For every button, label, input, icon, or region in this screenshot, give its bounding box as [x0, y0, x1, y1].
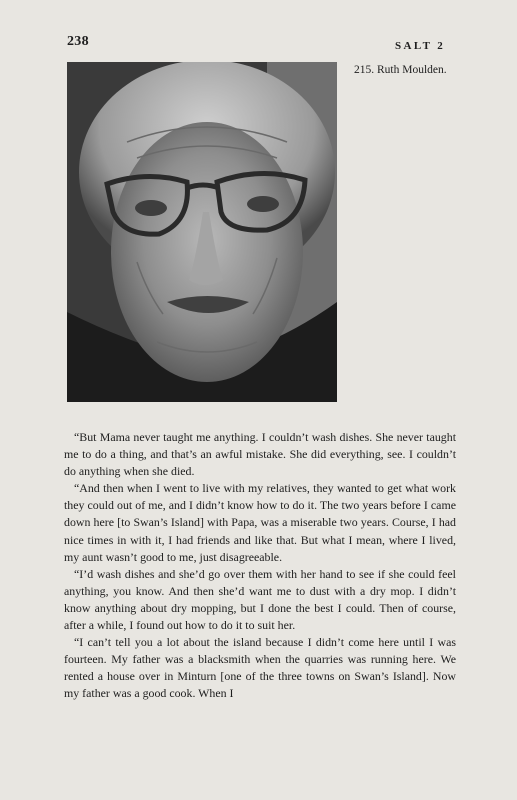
paragraph: “I can’t tell you a lot about the island because I didn’t come here until I was fourteen. My father was a blacksmith when the quarries was running here. We rented a house over in Minturn [one of the three towns on Swan’s Island]. Now my father was a good cook. When I: [64, 635, 456, 701]
paragraph: “But Mama never taught me anything. I couldn’t wash dishes. She never taught me to do a thing, and that’s an awful mistake. She did everything, see. I couldn’t do anything when she died.: [64, 430, 456, 479]
paragraph: “I’d wash dishes and she’d go over them with her hand to see if she could feel anything, you know. And then she’d want me to dust with a dry mop. I didn’t know anything about dry mopping, but I done the best I could. Then of course, after a while, I found out how to do it to suit her.: [64, 566, 456, 633]
portrait-image: [67, 62, 337, 402]
portrait-photo: [67, 62, 337, 402]
page-number: 238: [67, 34, 89, 49]
paragraph: “And then when I went to live with my relatives, they wanted to get what work they could out of me, and I didn’t know how to do it. The two years before I came down here [to Swan’s Island] with Papa, was a miserable two years. Course, I had nice times in with it, I had friends and like that. But what I mean, where I lived, my aunt wasn’t good to me, just disagreeable.: [64, 481, 456, 564]
body-text: [64, 429, 456, 703]
running-head: SALT 2: [395, 40, 446, 52]
figure-caption: 215. Ruth Moulden.: [354, 64, 447, 76]
